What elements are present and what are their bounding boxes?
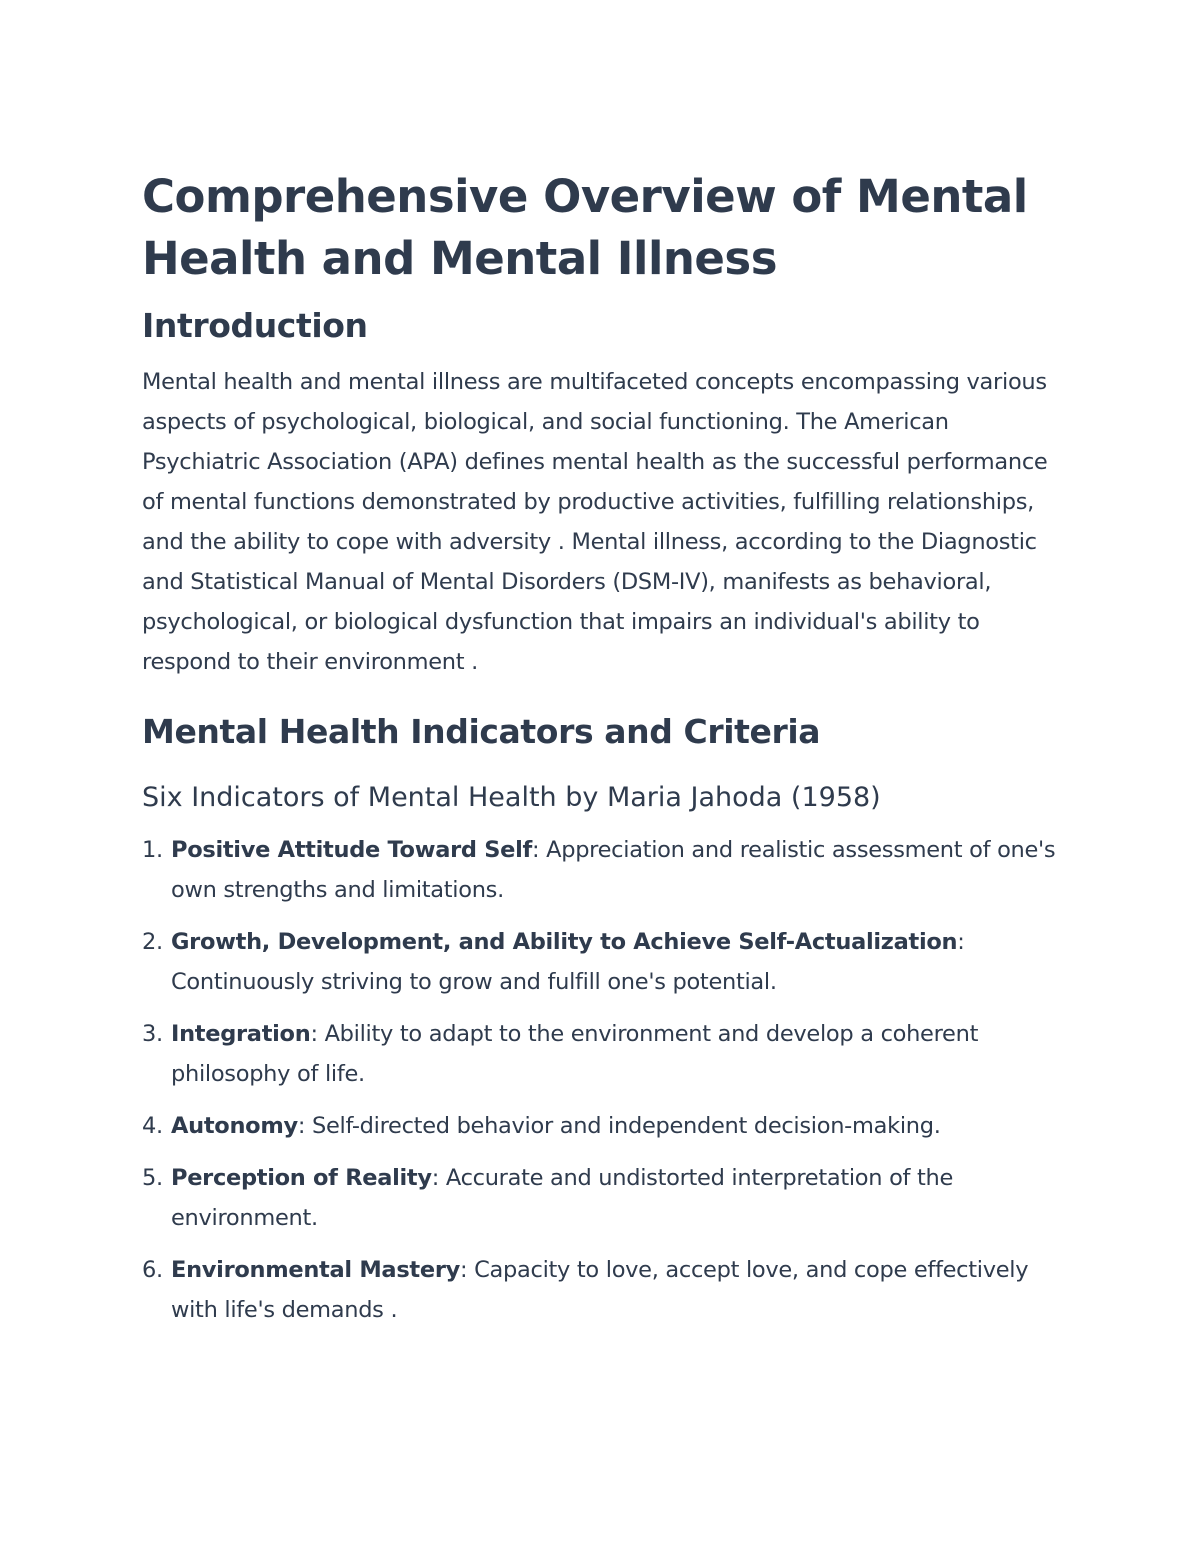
list-item bbox=[142, 922, 1072, 1002]
list-item-description: Ability to adapt to the environment and develop a coherent philosophy of life. bbox=[171, 1021, 979, 1087]
list-item-separator: : bbox=[310, 1021, 318, 1047]
list-item-separator: : bbox=[531, 837, 540, 863]
list-item bbox=[142, 1158, 1072, 1238]
list-item bbox=[142, 1106, 1072, 1146]
list-item-description: Self-directed behavior and independent decision-making. bbox=[305, 1113, 941, 1139]
list-item-number: 1. bbox=[142, 837, 163, 863]
list-item-description: Continuously striving to grow and fulfill one's potential. bbox=[171, 969, 777, 995]
jahoda-indicators-subheading: Six Indicators of Mental Health by Maria Jahoda (1958) bbox=[142, 782, 881, 813]
document-title: Comprehensive Overview of Mental Health and Mental Illness bbox=[142, 170, 1028, 285]
list-item-number: 4. bbox=[142, 1113, 163, 1139]
list-item-separator: : bbox=[957, 929, 965, 955]
list-item-term: Perception of Reality bbox=[171, 1165, 432, 1191]
list-item bbox=[142, 1250, 1072, 1330]
introduction-paragraph: Mental health and mental illness are multifaceted concepts encompassing various aspects of psychological, biological, and social functioning. The American Psychiatric Association (APA) defines mental health as the successful performance of mental functions demonstrated by productive activities, fulfilling relationships, and the ability to cope with adversity . Mental illness, according to the Diagnostic and Statistical Manual of Mental Disorders (DSM-IV), manifests as behavioral, psychological, or biological dysfunction that impairs an individual's ability to respond to their environment . bbox=[142, 369, 1048, 675]
list-item-description: Appreciation and realistic assessment of one's own strengths and limitations. bbox=[171, 837, 1056, 903]
list-item-term: Environmental Mastery bbox=[171, 1257, 460, 1283]
list-item-number: 3. bbox=[142, 1021, 163, 1047]
list-item-separator: : bbox=[460, 1257, 468, 1283]
list-item-term: Positive Attitude Toward Self bbox=[171, 837, 532, 863]
list-item-description: Capacity to love, accept love, and cope effectively with life's demands . bbox=[171, 1257, 1029, 1323]
indicators-section-heading: Mental Health Indicators and Criteria bbox=[142, 712, 821, 751]
list-item-description: Accurate and undistorted interpretation of the environment. bbox=[171, 1165, 954, 1231]
list-item-term: Integration bbox=[171, 1021, 311, 1047]
list-item-number: 2. bbox=[142, 929, 163, 955]
list-item-number: 6. bbox=[142, 1257, 163, 1283]
indicators-list bbox=[142, 830, 1072, 1330]
list-item bbox=[142, 1014, 1072, 1094]
list-item-term: Autonomy bbox=[171, 1113, 298, 1139]
list-item bbox=[142, 830, 1072, 910]
list-item-number: 5. bbox=[142, 1165, 163, 1191]
introduction-heading: Introduction bbox=[142, 306, 368, 345]
list-item-separator: : bbox=[297, 1113, 306, 1139]
list-item-separator: : bbox=[431, 1165, 440, 1191]
document-page bbox=[142, 166, 1072, 1342]
list-item-term: Growth, Development, and Ability to Achieve Self-Actualization bbox=[171, 929, 958, 955]
